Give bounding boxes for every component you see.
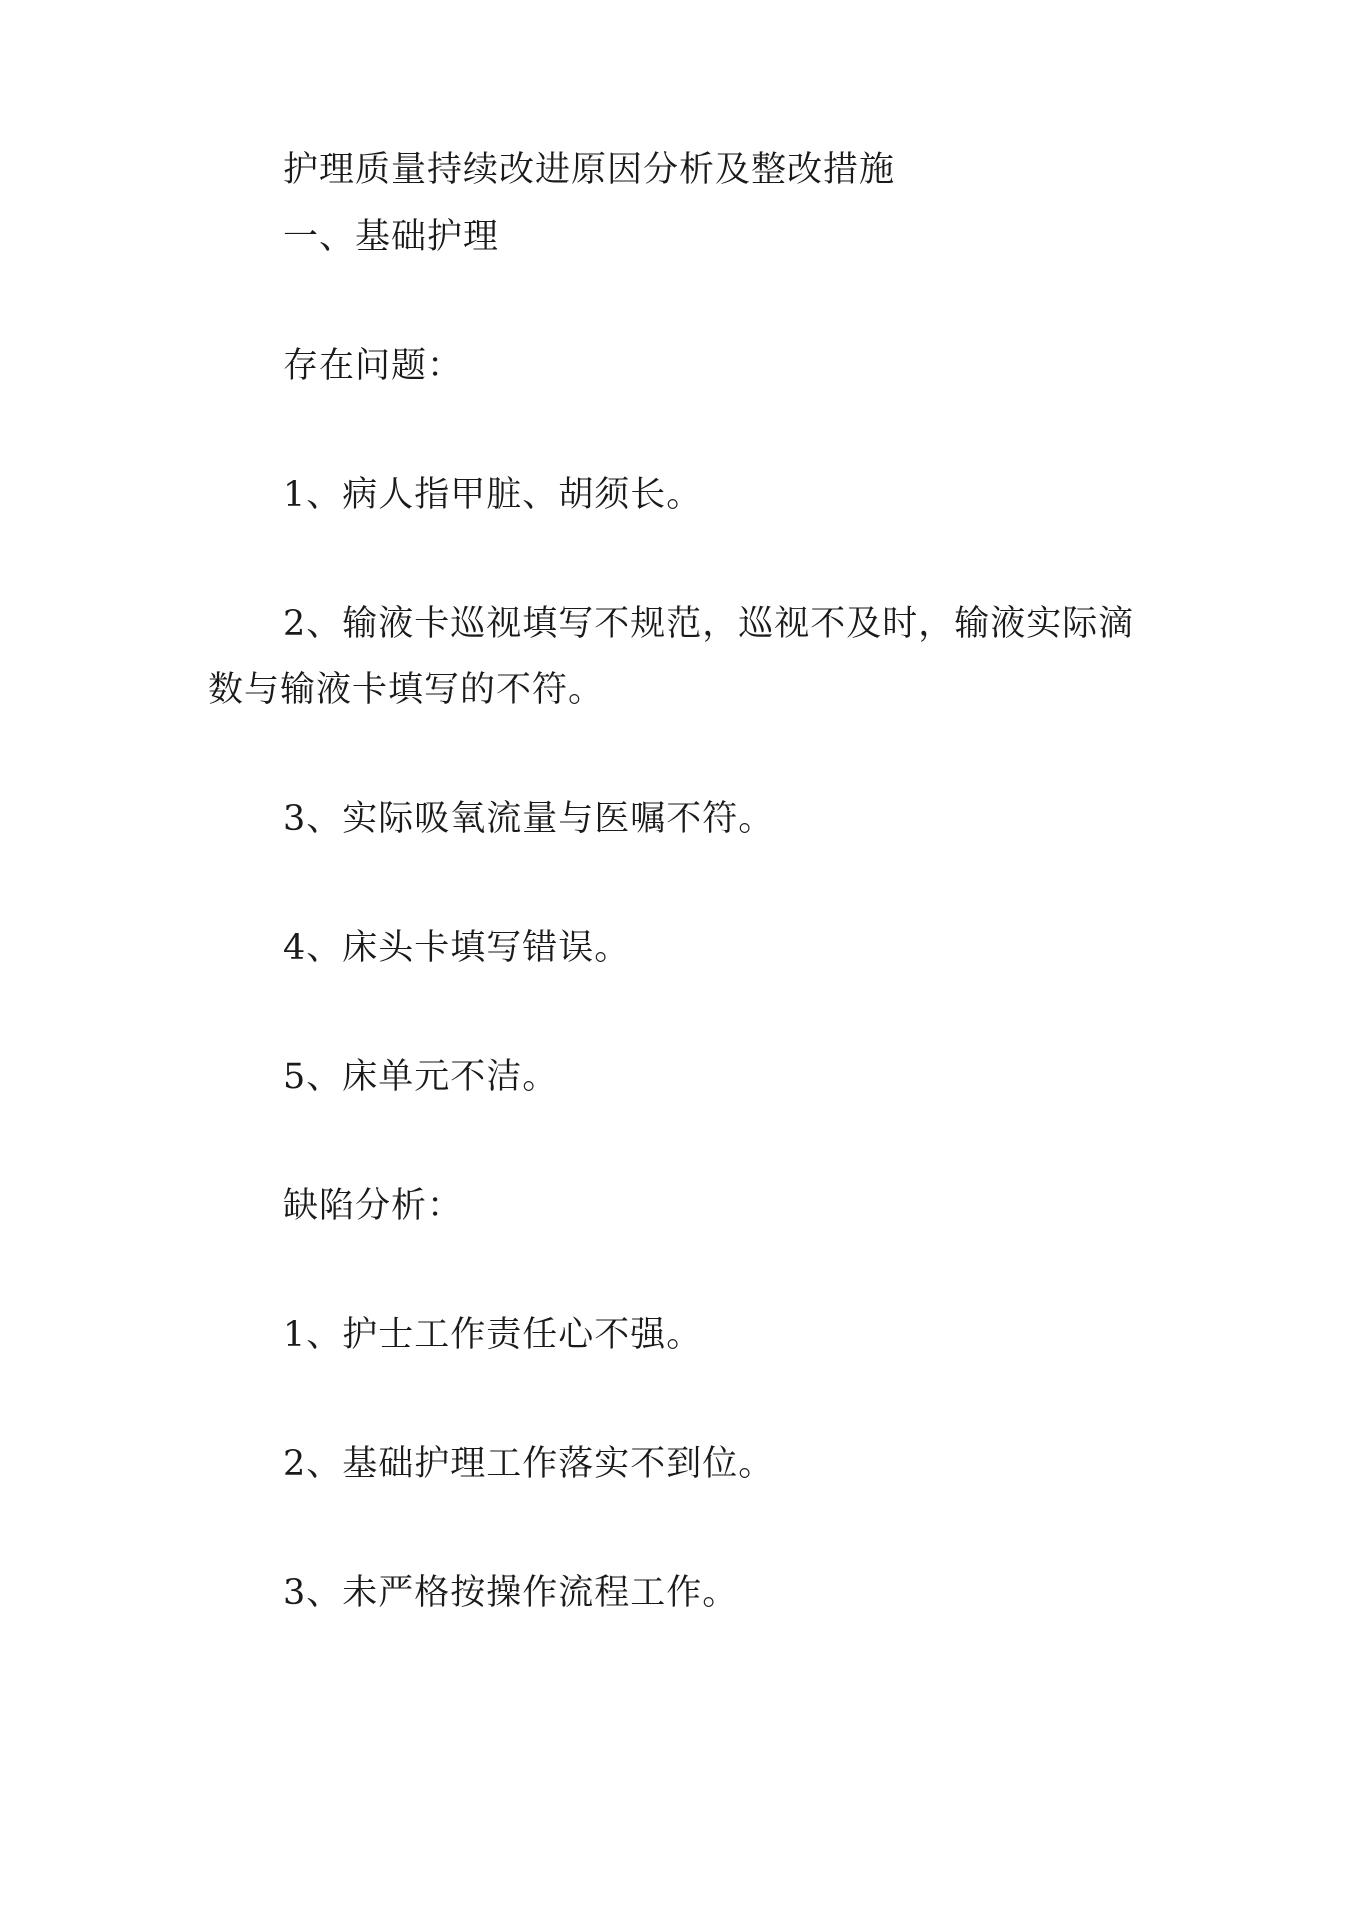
problems-heading: 存在问题： — [283, 346, 464, 386]
problem-item-5: 5、床单元不洁。 — [283, 1057, 559, 1097]
problem-item-3: 3、实际吸氧流量与医嘱不符。 — [283, 799, 775, 839]
problem-item-1: 1、病人指甲脏、胡须长。 — [283, 475, 703, 515]
document-title: 护理质量持续改进原因分析及整改措施 — [283, 150, 896, 190]
problem-item-2: 2、输液卡巡视填写不规范，巡视不及时，输液实际滴 — [283, 604, 1135, 644]
analysis-item-3: 3、未严格按操作流程工作。 — [283, 1573, 739, 1613]
analysis-heading: 缺陷分析： — [283, 1186, 464, 1226]
problem-item-4: 4、床头卡填写错误。 — [283, 928, 631, 968]
section-heading: 一、基础护理 — [283, 217, 500, 257]
analysis-item-2: 2、基础护理工作落实不到位。 — [283, 1444, 775, 1484]
problem-item-2-continued: 数与输液卡填写的不符。 — [208, 670, 605, 710]
analysis-item-1: 1、护士工作责任心不强。 — [283, 1315, 703, 1355]
